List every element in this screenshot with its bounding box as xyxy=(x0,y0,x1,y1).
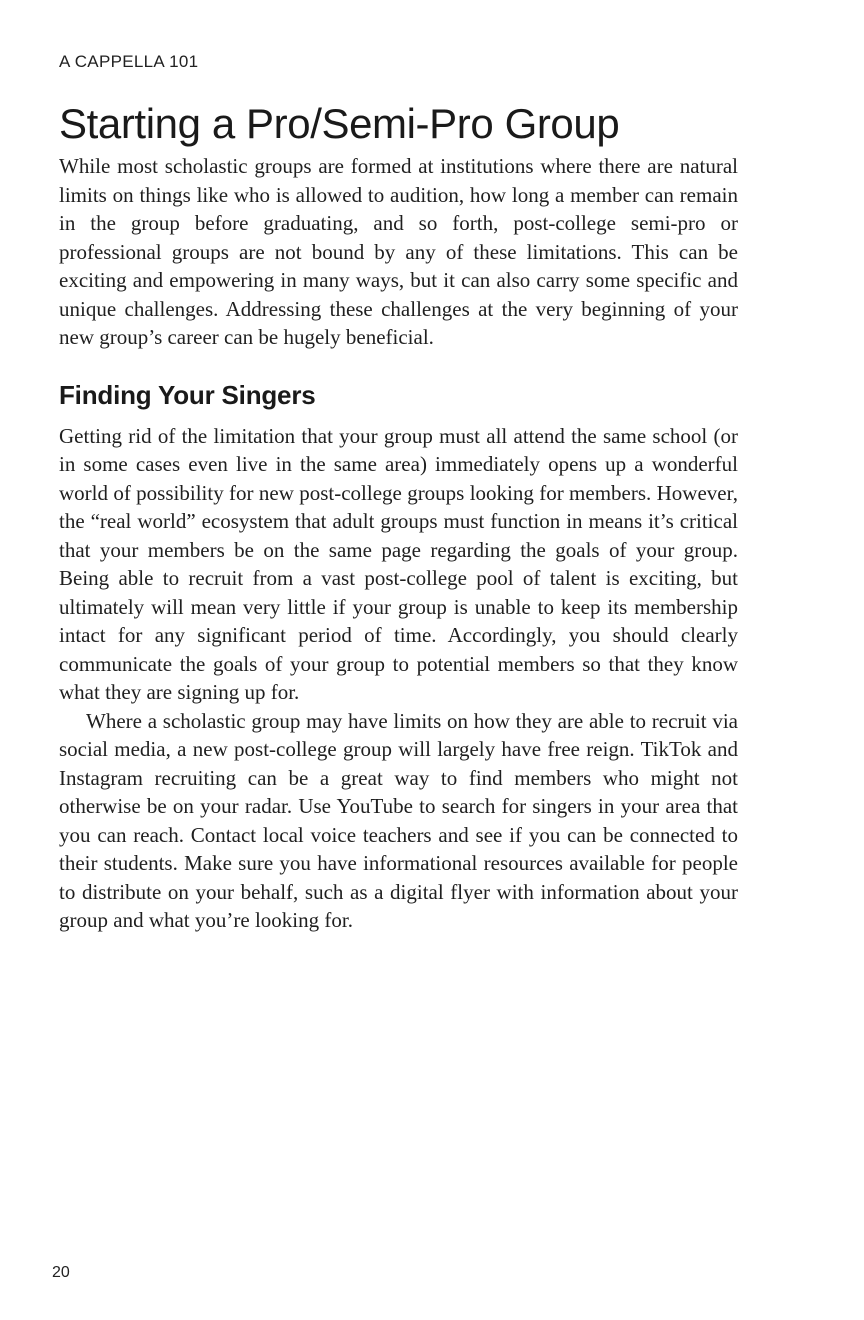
running-head: A CAPPELLA 101 xyxy=(59,52,199,71)
section-paragraph-1: Getting rid of the limitation that your group must all attend the same school (or in some cases even live in the same area) immediately opens up a wonderful world of possibility for new post-college groups looking for members. However, the “real world” ecosystem that adult groups must function in means it’s critical that your members be on the same page regarding the goals of your group. Being able to recruit from a vast post-college pool of talent is exciting, but ultimately will mean very little if your group is unable to keep its membership intact for any significant period of time. Accordingly, you should clearly communicate the goals of your group to potential members so that they know what they are signing up for. xyxy=(59,423,738,704)
page-content xyxy=(59,96,738,935)
section-paragraph-2: Where a scholastic group may have limits on how they are able to recruit via social media, a new post-college group will largely have free reign. TikTok and Instagram recruiting can be a great way to find members who might not otherwise be on your radar. Use YouTube to search for singers in your area that you can reach. Contact local voice teachers and see if you can be connected to their students. Make sure you have informational resources available for people to distribute on your behalf, such as a digital flyer with information about your group and what you’re looking for. xyxy=(59,708,738,932)
page-number: 20 xyxy=(52,1264,70,1281)
intro-paragraph: While most scholastic groups are formed at institutions where there are natural limits on things like who is allowed to audition, how long a member can remain in the group before graduating, and so forth, post-college semi-pro or professional groups are not bound by any of these limitations. This can be exciting and empowering in many ways, but it can also carry some specific and unique challenges. Addressing these challenges at the very beginning of your new group’s career can be hugely beneficial. xyxy=(59,154,738,349)
section-heading: Finding Your Singers xyxy=(59,379,316,410)
page-title: Starting a Pro/Semi-Pro Group xyxy=(59,100,620,147)
